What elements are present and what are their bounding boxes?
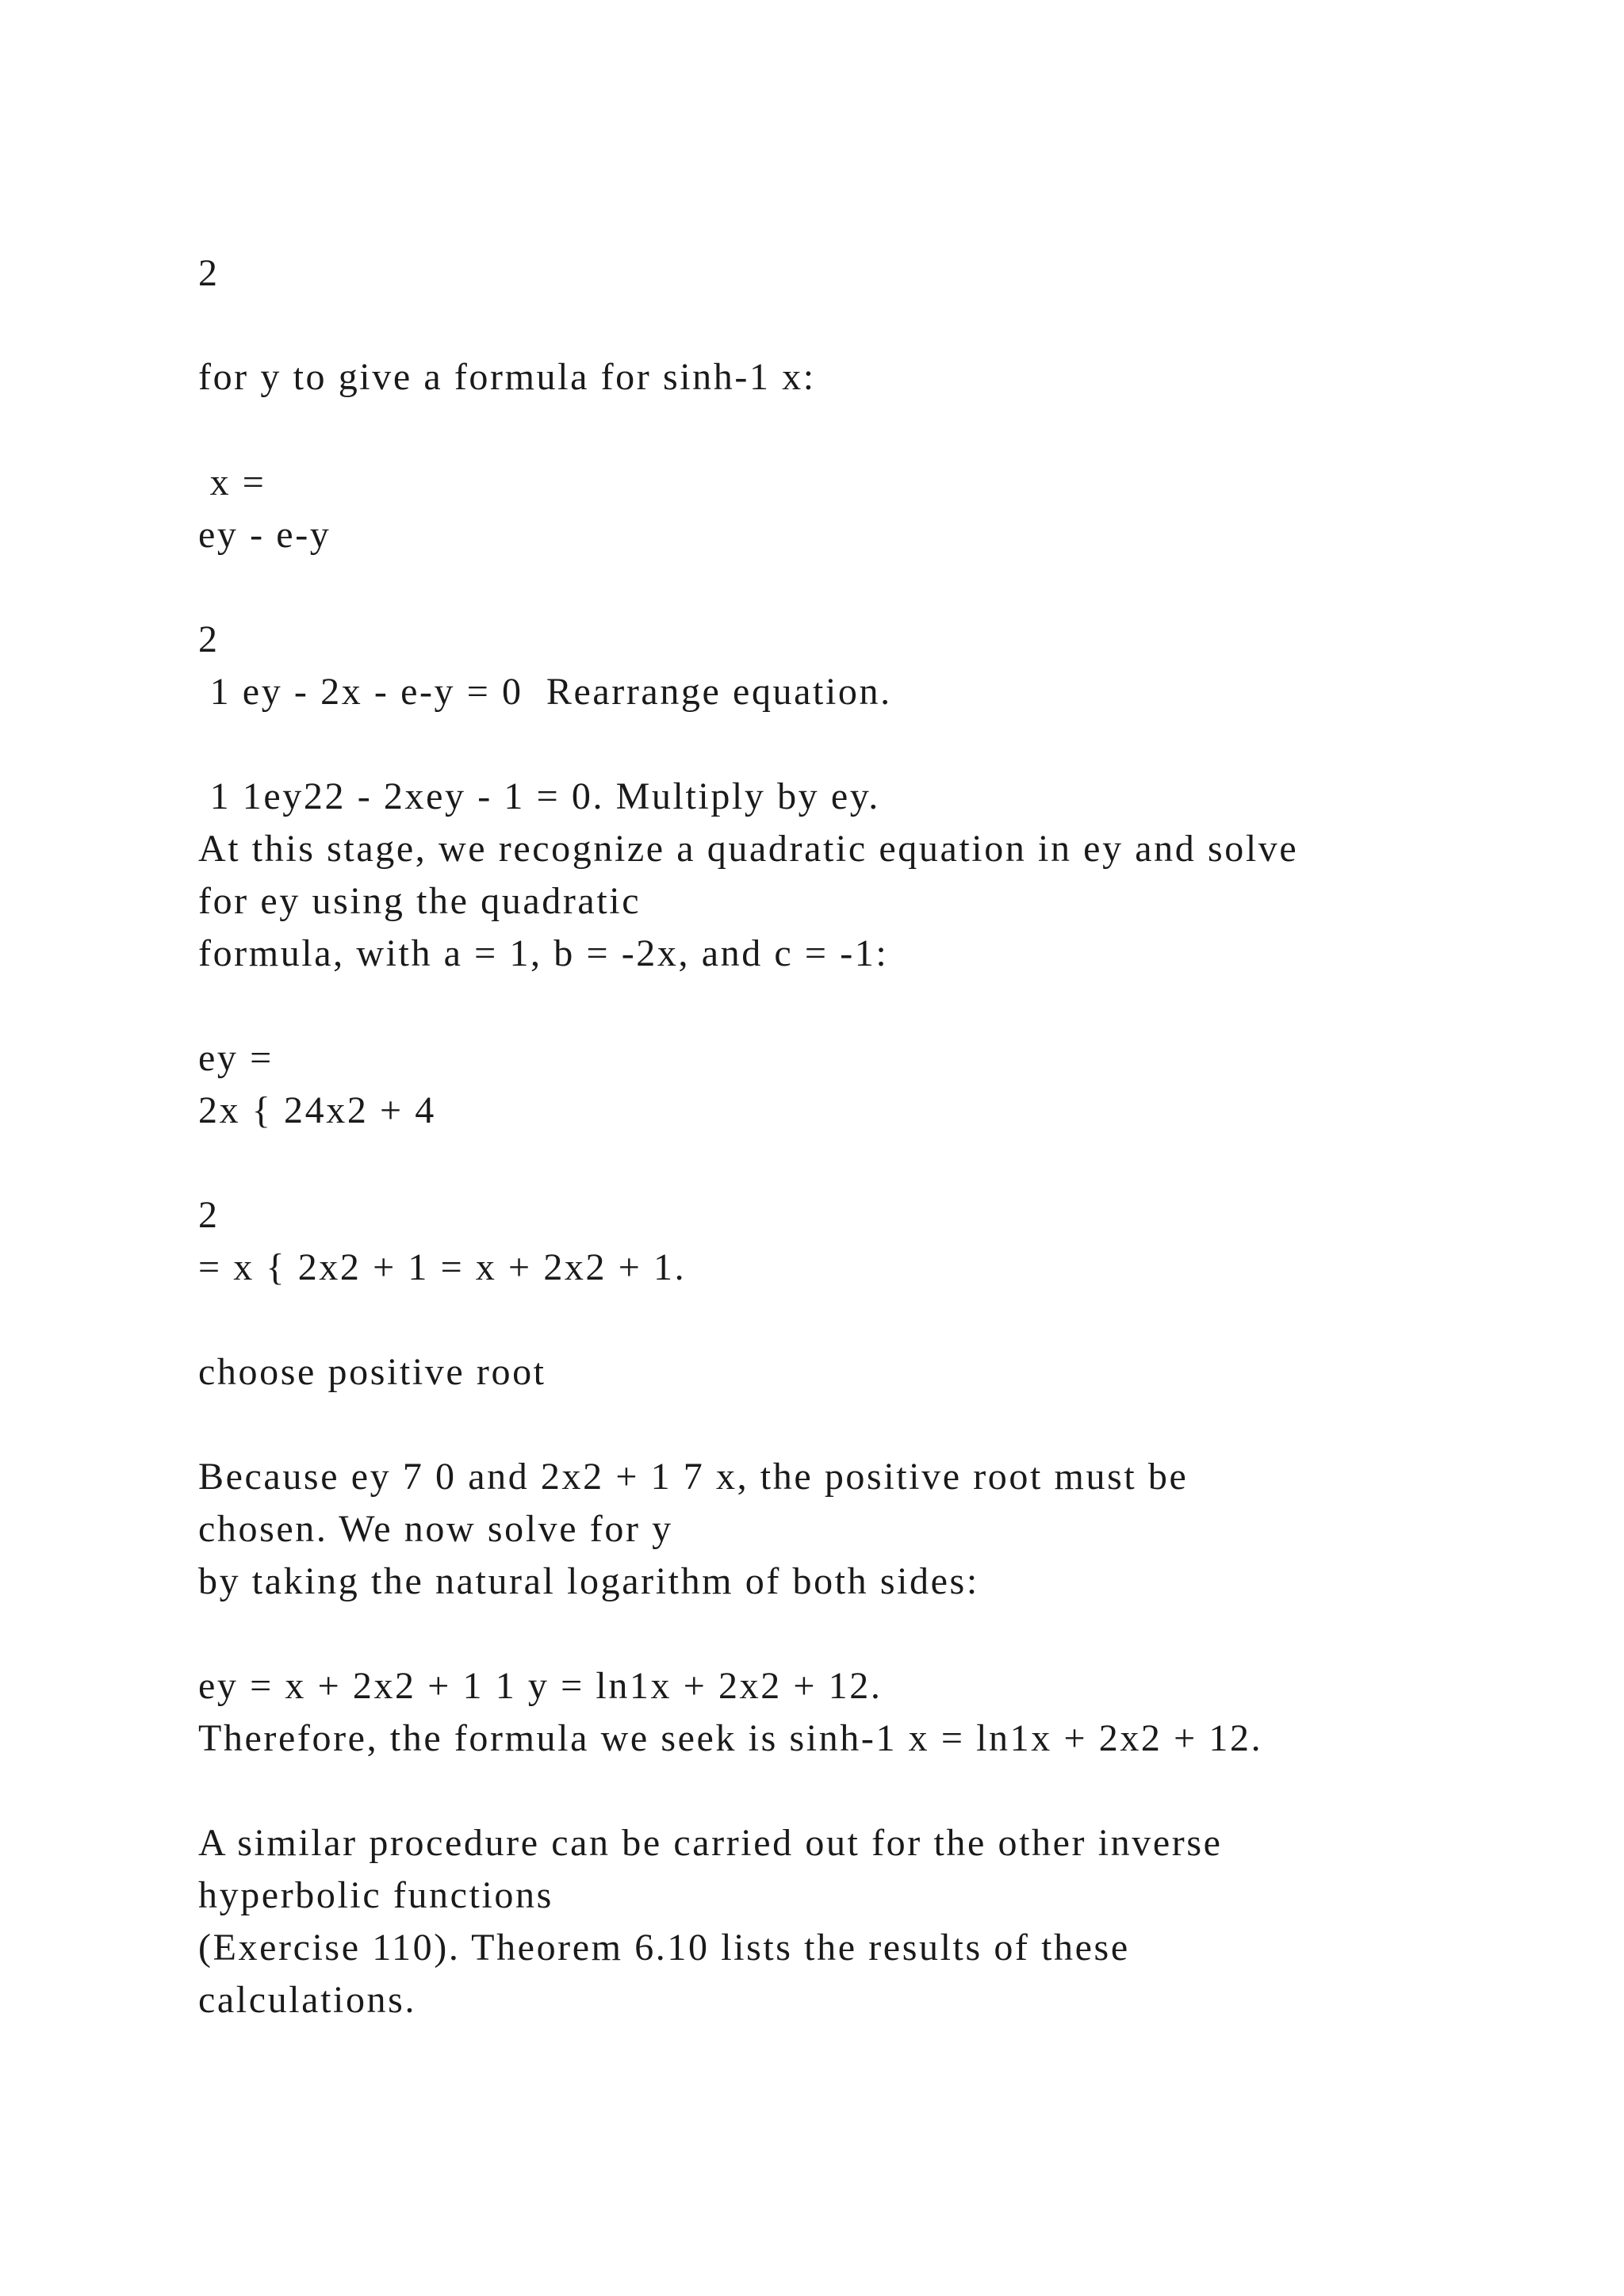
paragraph-line: At this stage, we recognize a quadratic equation in ey and solve [198, 828, 1299, 870]
equation-denominator: 2 [198, 1194, 220, 1236]
paragraph-line: calculations. [198, 1979, 417, 2021]
equation-denominator: 2 [198, 618, 220, 660]
equation-numerator: ey - e-y [198, 514, 331, 556]
rearrange-step: 1 ey - 2x - e-y = 0 Rearrange equation. [198, 671, 892, 713]
paragraph-line: Because ey 7 0 and 2x2 + 1 7 x, the positive root must be [198, 1456, 1189, 1498]
equation-log-step: ey = x + 2x2 + 1 1 y = ln1x + 2x2 + 12. [198, 1665, 883, 1707]
paragraph-line: hyperbolic functions [198, 1874, 553, 1916]
conclusion-line: Therefore, the formula we seek is sinh-1 x = ln1x + 2x2 + 12. [198, 1717, 1263, 1759]
paragraph-line: for ey using the quadratic [198, 880, 642, 922]
equation-result: = x { 2x2 + 1 = x + 2x2 + 1. [198, 1246, 687, 1288]
equation-x-equals: x = [198, 461, 278, 503]
fraction-denominator-2: 2 [198, 252, 220, 294]
intro-line: for y to give a formula for sinh-1 x: [198, 356, 816, 398]
annotation-label: choose positive root [198, 1351, 546, 1393]
paragraph-line: by taking the natural logarithm of both sides: [198, 1560, 979, 1602]
multiply-step: 1 1ey22 - 2xey - 1 = 0. Multiply by ey. [198, 775, 880, 817]
paragraph-line: A similar procedure can be carried out for the other inverse [198, 1822, 1223, 1864]
paragraph-line: formula, with a = 1, b = -2x, and c = -1: [198, 932, 889, 974]
paragraph-line: (Exercise 110). Theorem 6.10 lists the results of these [198, 1927, 1130, 1969]
paragraph-line: chosen. We now solve for y [198, 1508, 673, 1550]
equation-ey-equals: ey = [198, 1037, 285, 1079]
equation-numerator: 2x { 24x2 + 4 [198, 1089, 436, 1131]
